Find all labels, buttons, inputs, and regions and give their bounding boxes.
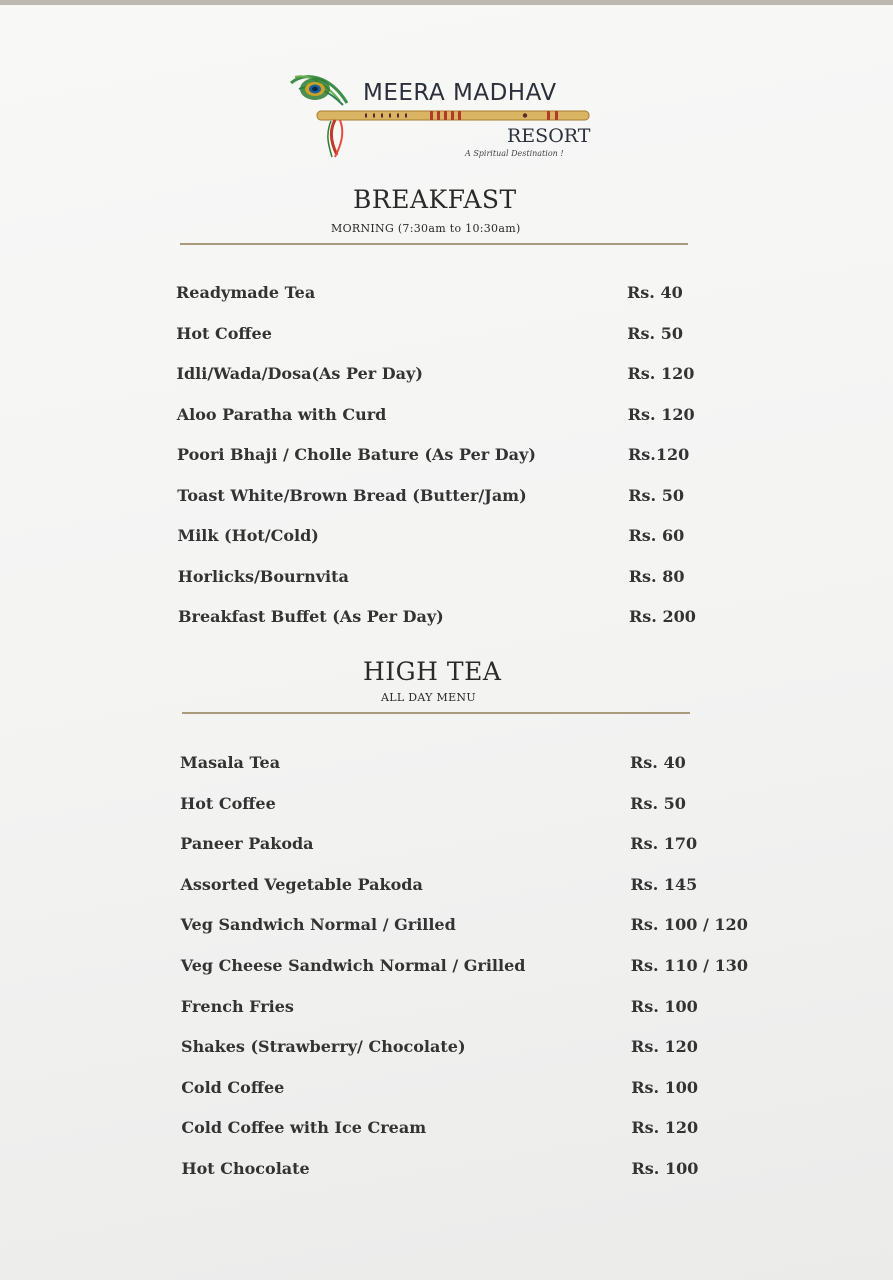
menu-item-name: Masala Tea <box>180 753 281 772</box>
brand-name: MEERA MADHAV <box>363 80 557 106</box>
menu-item-price: Rs. 100 <box>631 1077 699 1097</box>
breakfast-title: BREAKFAST <box>353 185 517 214</box>
menu-item-name: Hot Coffee <box>180 793 276 813</box>
menu-item-name: Shakes (Strawberry/ Chocolate) <box>181 1037 466 1057</box>
menu-item-name: Idli/Wada/Dosa(As Per Day) <box>176 364 423 383</box>
menu-item-name: Aloo Paratha with Curd <box>176 404 387 424</box>
menu-item-name: Paneer Pakoda <box>180 834 314 854</box>
menu-item-name: Veg Cheese Sandwich Normal / Grilled <box>180 956 526 975</box>
menu-item-price: Rs. 40 <box>630 753 686 772</box>
menu-item-price: Rs. 120 <box>627 404 695 424</box>
menu-item-price: Rs. 120 <box>631 1118 699 1138</box>
menu-item-name: Hot Chocolate <box>181 1159 310 1178</box>
menu-item-price: Rs.120 <box>628 445 690 464</box>
menu-item-name: Cold Coffee with Ice Cream <box>181 1118 427 1138</box>
menu-item-price: Rs. 40 <box>627 283 683 302</box>
high-tea-subtitle: ALL DAY MENU <box>381 691 476 704</box>
menu-page <box>0 5 893 1280</box>
menu-item-price: Rs. 200 <box>629 607 696 626</box>
brand-tagline: A Spiritual Destination ! <box>465 149 564 158</box>
menu-item-price: Rs. 120 <box>627 364 695 383</box>
menu-item-price: Rs. 100 / 120 <box>630 915 748 935</box>
menu-item-name: Milk (Hot/Cold) <box>177 526 319 545</box>
menu-item-price: Rs. 50 <box>627 323 683 343</box>
menu-item-price: Rs. 145 <box>630 874 698 894</box>
menu-item-price: Rs. 170 <box>630 834 698 854</box>
menu-item-price: Rs. 60 <box>628 526 685 545</box>
menu-item-name: Poori Bhaji / Cholle Bature (As Per Day) <box>177 445 536 464</box>
menu-item-price: Rs. 110 / 130 <box>630 956 748 975</box>
menu-item-name: Toast White/Brown Bread (Butter/Jam) <box>177 485 527 505</box>
menu-item-name: Hot Coffee <box>176 323 272 343</box>
breakfast-subtitle: MORNING (7:30am to 10:30am) <box>331 222 521 235</box>
menu-item-name: Assorted Vegetable Pakoda <box>180 874 423 894</box>
menu-item-name: Breakfast Buffet (As Per Day) <box>178 607 444 626</box>
menu-item-name: French Fries <box>180 996 294 1016</box>
high-tea-divider <box>182 712 690 714</box>
menu-item-price: Rs. 80 <box>628 566 685 586</box>
menu-item-price: Rs. 120 <box>631 1037 698 1057</box>
breakfast-divider <box>180 243 688 245</box>
menu-item-price: Rs. 50 <box>628 485 684 505</box>
menu-item-price: Rs. 100 <box>630 996 698 1016</box>
brand-resort: RESORT <box>507 125 591 147</box>
resort-logo <box>285 63 605 168</box>
high-tea-title: HIGH TEA <box>363 657 502 686</box>
menu-item-price: Rs. 50 <box>630 793 686 813</box>
menu-item-price: Rs. 100 <box>631 1159 699 1178</box>
menu-item-name: Horlicks/Bournvita <box>177 566 349 586</box>
menu-item-name: Veg Sandwich Normal / Grilled <box>180 915 456 935</box>
menu-item-name: Cold Coffee <box>181 1077 285 1097</box>
menu-item-name: Readymade Tea <box>176 283 316 302</box>
